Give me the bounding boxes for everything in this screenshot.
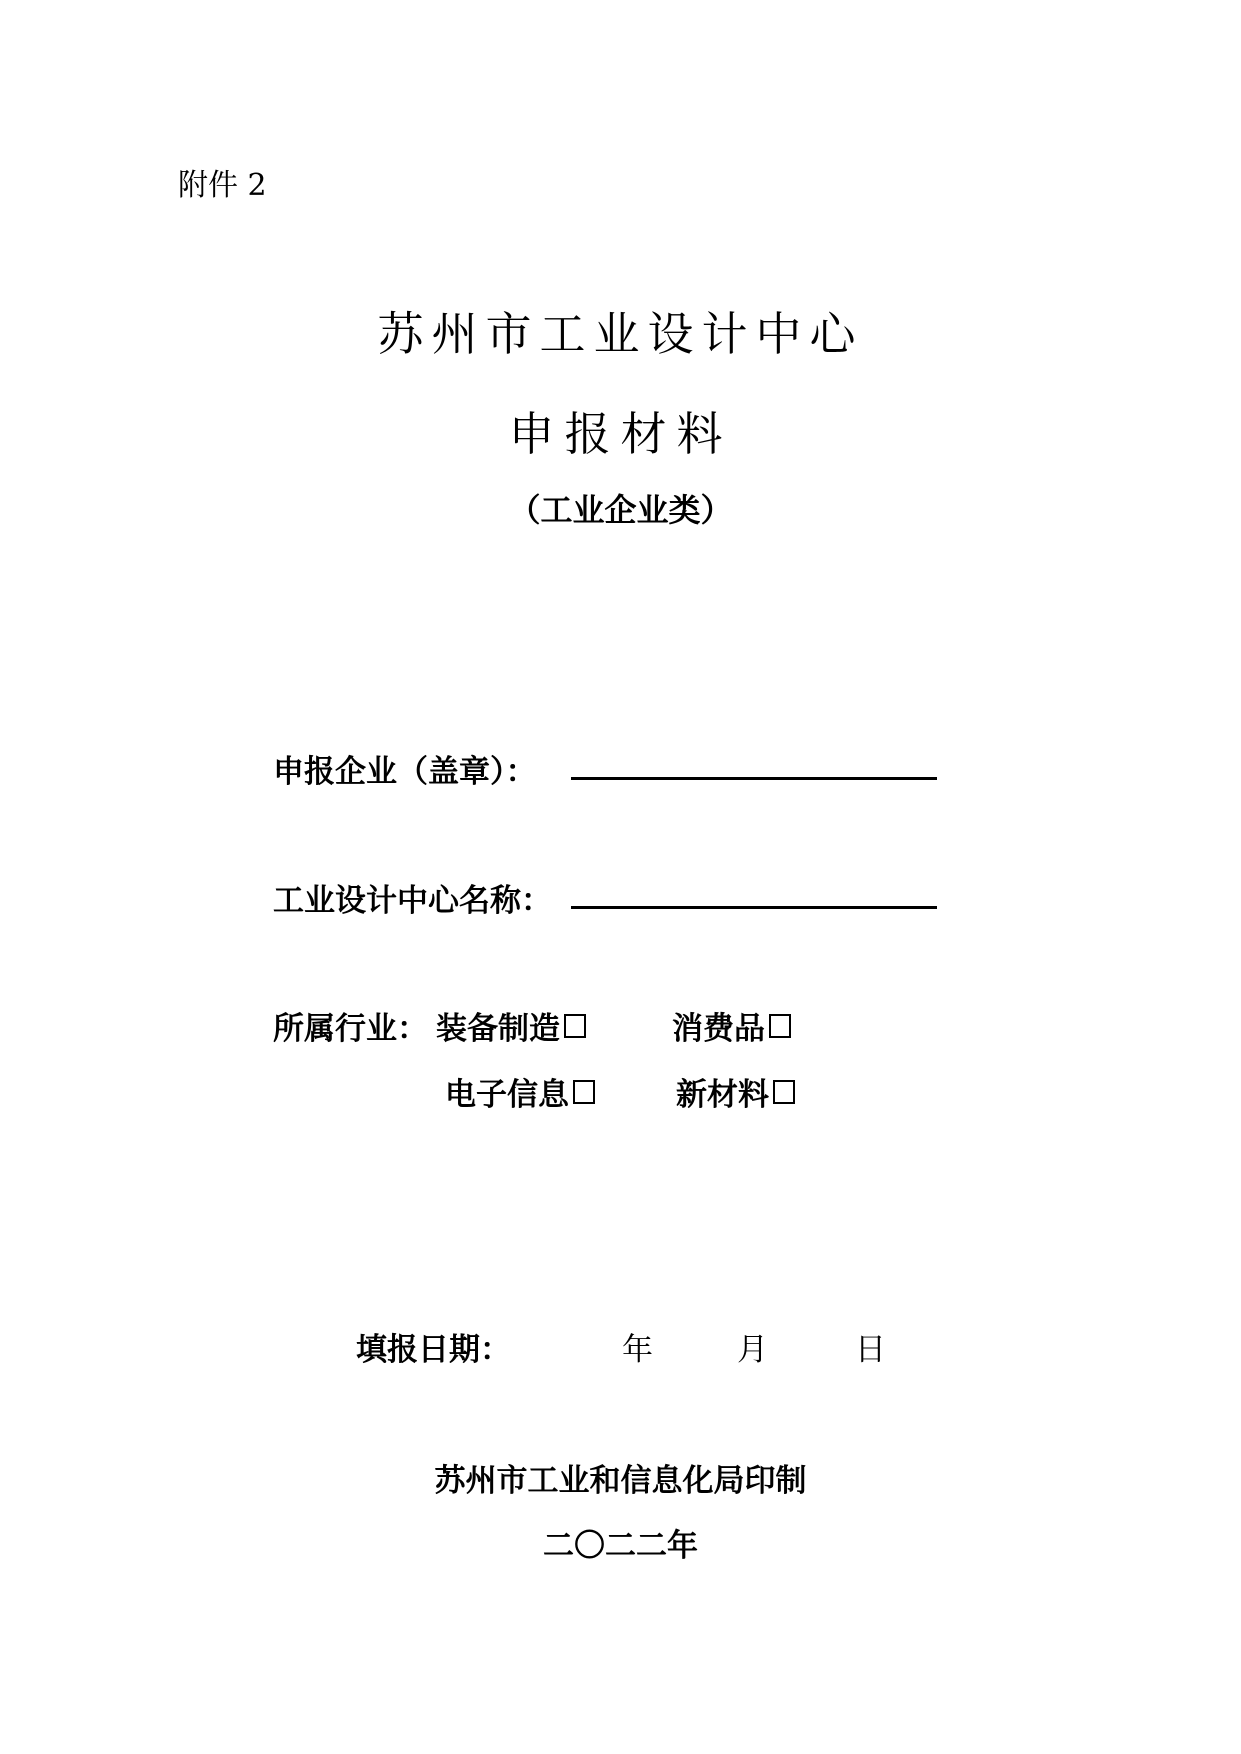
industry-option-label: 新材料 [676,1077,769,1113]
industry-label: 所属行业： [273,1011,428,1047]
design-center-name-label: 工业设计中心名称： [273,883,552,919]
date-year-label: 年 [622,1332,653,1368]
fill-date-label: 填报日期： [356,1332,511,1368]
industry-option-label: 装备制造 [436,1011,560,1047]
document-title: 苏州市工业设计中心 [377,307,864,361]
publication-year: 二〇二二年 [543,1528,698,1564]
company-seal-field[interactable] [571,777,937,780]
document-category: （工业企业类） [508,491,733,529]
checkbox-icon[interactable] [769,1014,791,1038]
industry-option-label: 消费品 [672,1011,765,1047]
design-center-name-field[interactable] [571,906,937,909]
checkbox-icon[interactable] [573,1080,595,1104]
industry-option-label: 电子信息 [445,1077,569,1113]
date-month-label: 月 [737,1332,768,1368]
industry-option-consumer-goods[interactable] [672,1003,791,1048]
industry-option-equipment[interactable] [436,1003,586,1048]
document-subtitle: 申报材料 [508,407,733,461]
industry-option-electronics[interactable] [445,1069,595,1114]
industry-option-new-materials[interactable] [676,1069,795,1114]
attachment-label: 附件 2 [178,168,267,203]
printer-credit: 苏州市工业和信息化局印制 [434,1463,807,1499]
company-seal-label: 申报企业（盖章）： [273,754,537,790]
checkbox-icon[interactable] [564,1014,586,1038]
checkbox-icon[interactable] [773,1080,795,1104]
date-day-label: 日 [855,1332,886,1368]
